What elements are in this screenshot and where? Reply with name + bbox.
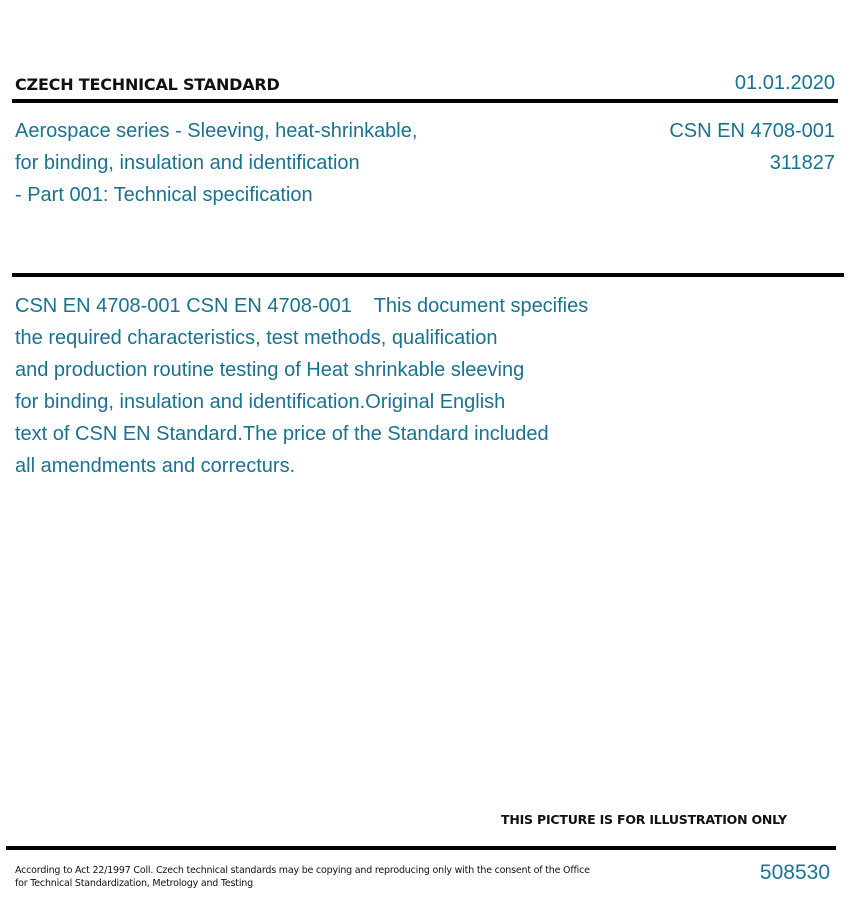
description-line: the required characteristics, test methods, qualification (15, 327, 498, 349)
publication-date: 01.01.2020 (734, 72, 835, 94)
title-line: - Part 001: Technical specification (15, 184, 313, 206)
legal-notice (15, 864, 615, 890)
description-line: text of CSN EN Standard.The price of the Standard included (15, 423, 549, 445)
standard-type-heading: CZECH TECHNICAL STANDARD (15, 75, 280, 94)
catalog-code: 311827 (769, 152, 835, 174)
legal-line: According to Act 22/1997 Coll. Czech technical standards may be copying and reproducing only with the consent of the Office (15, 865, 590, 876)
description-line: CSN EN 4708-001 CSN EN 4708-001 This document specifies (15, 295, 589, 317)
title-line: Aerospace series - Sleeving, heat-shrinkable, (15, 120, 418, 142)
standard-description (15, 290, 715, 482)
document-number: 508530 (759, 861, 830, 884)
header-divider (12, 99, 838, 103)
description-line: and production routine testing of Heat shrinkable sleeving (15, 359, 525, 381)
title-divider (12, 273, 844, 277)
standard-codes (669, 115, 835, 179)
legal-line: for Technical Standardization, Metrology and Testing (15, 878, 253, 889)
standard-title (15, 115, 575, 211)
footer-divider (6, 846, 836, 850)
description-line: all amendments and correcturs. (15, 455, 296, 477)
illustration-notice: THIS PICTURE IS FOR ILLUSTRATION ONLY (501, 812, 787, 827)
standard-code: CSN EN 4708-001 (669, 120, 835, 142)
title-line: for binding, insulation and identification (15, 152, 360, 174)
description-line: for binding, insulation and identification.Original English (15, 391, 506, 413)
